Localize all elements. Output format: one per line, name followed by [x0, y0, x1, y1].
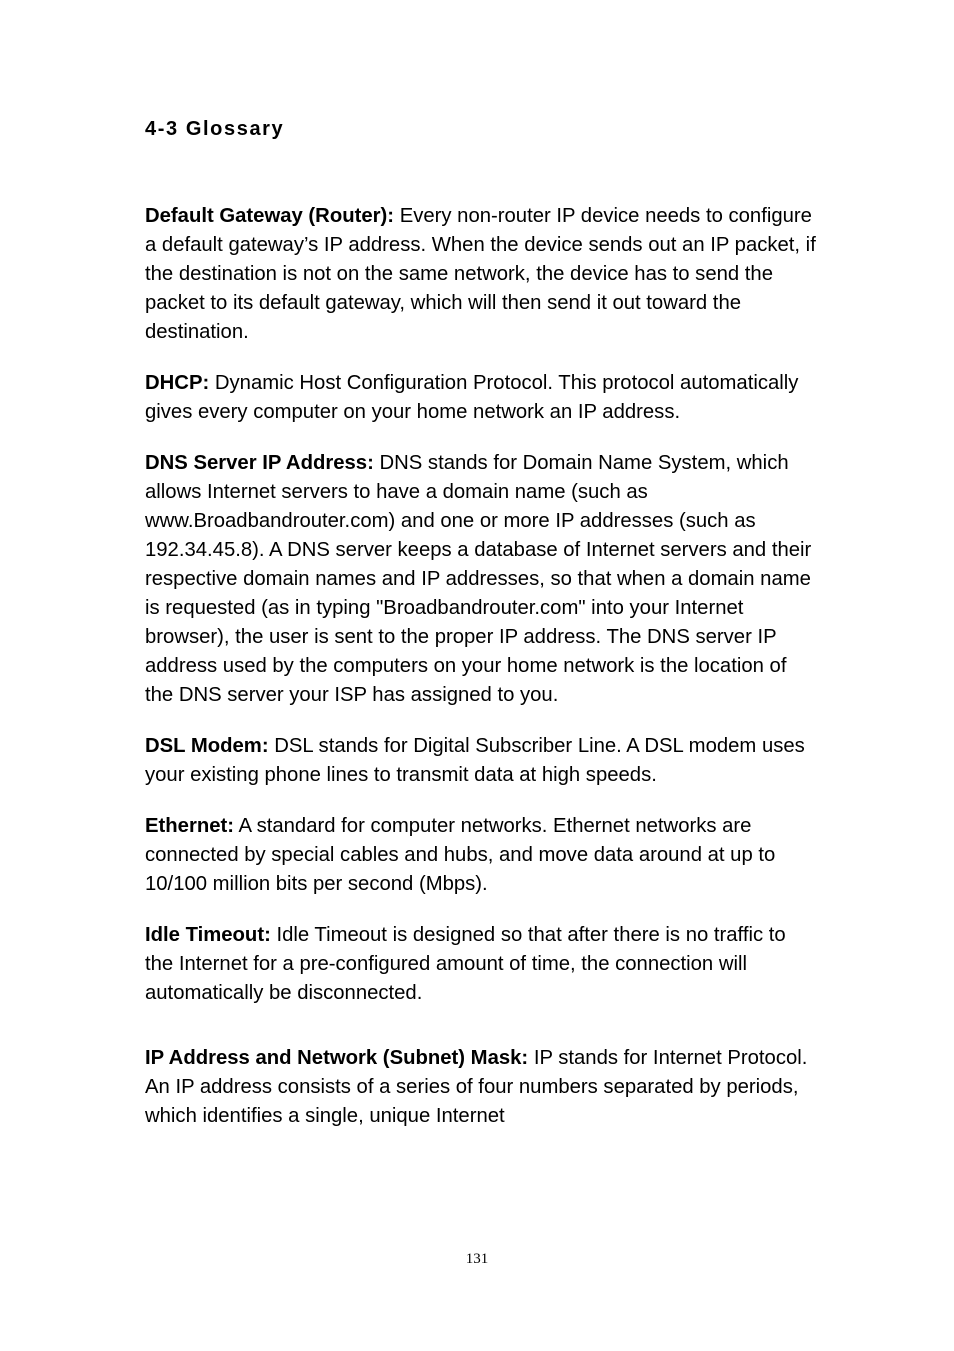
page-number: 131: [465, 1251, 489, 1267]
glossary-entry-dhcp: [145, 369, 817, 427]
glossary-entry-dsl-modem: [145, 732, 817, 790]
glossary-entry-ethernet: [145, 812, 817, 899]
glossary-entry-ip-address: [145, 1044, 817, 1131]
glossary-definition: A standard for computer networks. Ethernet networks are connected by special cables and hubs, and move data around at up to 10/100 million bits per second (Mbps).: [145, 815, 776, 895]
glossary-definition: Every non-router IP device needs to configure a default gateway’s IP address. When the device sends out an IP packet, if the destination is not on the same network, the device has to send the packet to its default gateway, which will then send it out toward the destination.: [145, 205, 816, 343]
glossary-term: DSL Modem:: [145, 735, 269, 757]
glossary-entry-dns-server: [145, 449, 817, 710]
glossary-definition: DNS stands for Domain Name System, which allows Internet servers to have a domain name (such as www.Broadbandrouter.com) and one or more IP addresses (such as 192.34.45.8). A DNS server keeps a database of Internet servers and their respective domain names and IP addresses, so that when a domain name is requested (as in typing "Broadbandrouter.com" into your Internet browser), the user is sent to the proper IP address. The DNS server IP address used by the computers on your home network is the location of the DNS server your ISP has assigned to you.: [145, 452, 812, 706]
glossary-term: DNS Server IP Address:: [145, 452, 374, 474]
glossary-list: [145, 202, 817, 1153]
glossary-term: Ethernet:: [145, 815, 235, 837]
glossary-term: Idle Timeout:: [145, 924, 271, 946]
glossary-definition: Dynamic Host Configuration Protocol. This protocol automatically gives every computer on your home network an IP address.: [145, 372, 799, 423]
glossary-entry-default-gateway: [145, 202, 817, 347]
glossary-definition: DSL stands for Digital Subscriber Line. A DSL modem uses your existing phone lines to transmit data at high speeds.: [145, 735, 805, 786]
glossary-term: IP Address and Network (Subnet) Mask:: [145, 1047, 529, 1069]
section-title: 4-3 Glossary: [145, 118, 285, 140]
glossary-entry-idle-timeout: [145, 921, 817, 1008]
glossary-definition: IP stands for Internet Protocol. An IP address consists of a series of four numbers separated by periods, which identifies a single, unique Internet: [145, 1047, 808, 1127]
glossary-term: Default Gateway (Router):: [145, 205, 395, 227]
glossary-term: DHCP:: [145, 372, 210, 394]
glossary-definition: Idle Timeout is designed so that after there is no traffic to the Internet for a pre-configured amount of time, the connection will automatically be disconnected.: [145, 924, 786, 1004]
